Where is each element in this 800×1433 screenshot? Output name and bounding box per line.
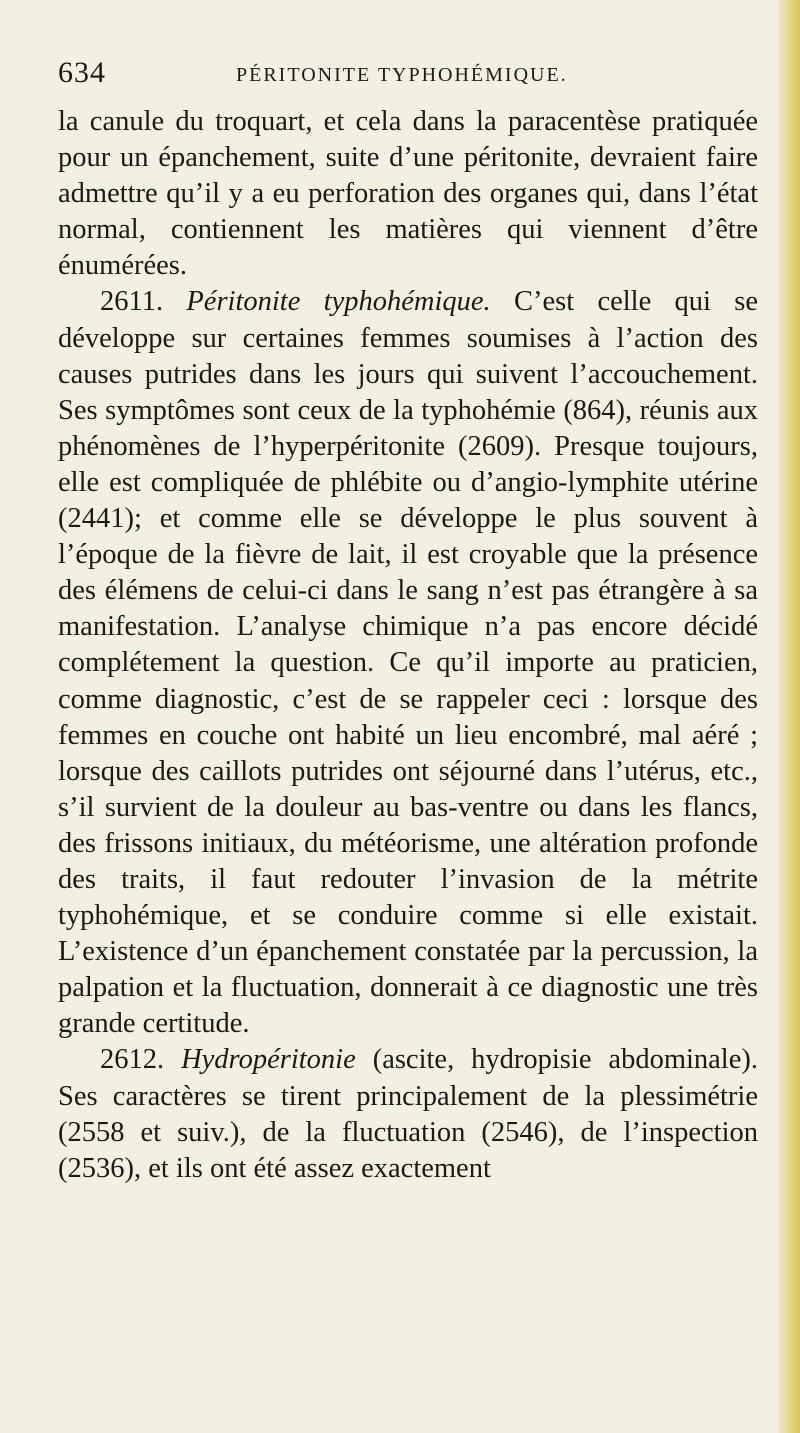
section-number: 2611. (100, 286, 164, 318)
paragraph-text: (ascite, hydropisie abdominale). Ses caractères se tirent principalement de la plessimétrie (2558 et suiv.), de la fluctuation (2546), de l’inspection (2536), et ils ont été assez exactement (58, 1044, 758, 1184)
running-title: PÉRITONITE TYPHOHÉMIQUE. (236, 64, 568, 86)
page-number: 634 (58, 56, 106, 89)
section-heading: Péritonite typhohémique. (186, 286, 491, 318)
paragraph-2612 (58, 1042, 758, 1186)
page-body (58, 104, 758, 1187)
paragraph-text: C’est celle qui se développe sur certaines femmes soumises à l’action des causes putrides dans les jours qui suivent l’accouchement. Ses symptômes sont ceux de la typhohémie (864), réunis aux phénomènes de l’hyperpéritonite (2609). Presque toujours, elle est compliquée de phlébite ou d’angio-lymphite utérine (2441); et comme elle se développe le plus souvent à l’époque de la fièvre de lait, il est croyable que la présence des élémens de celui-ci dans le sang n’est pas étrangère à sa manifestation. L’analyse chimique n’a pas encore décidé complétement la question. Ce qu’il importe au praticien, comme diagnostic, c’est de se rappeler ceci : lorsque des femmes en couche ont habité un lieu encombré, mal aéré ; lorsque des caillots putrides ont séjourné dans l’utérus, etc., s’il survient de la douleur au bas-ventre ou dans les flancs, des frissons initiaux, du météorisme, une altération profonde des traits, il faut redouter l’invasion de la métrite typhohémique, et se conduire comme si elle existait. L’existence d’un épanchement constatée par la percussion, la palpation et la fluctuation, donnerait à ce diagnostic une très grande certitude. (58, 286, 759, 1040)
page-edge (778, 0, 800, 1433)
section-number: 2612. (100, 1044, 165, 1076)
page-header (58, 56, 758, 96)
paragraph-2611 (58, 284, 758, 1042)
section-heading: Hydropéritonie (181, 1044, 356, 1076)
paragraph-continuation (58, 104, 758, 284)
paragraph-text: la canule du troquart, et cela dans la paracentèse pratiquée pour un épanchement, suite d’une péritonite, devraient faire admettre qu’il y a eu perforation des organes qui, dans l’état normal, contiennent les matières qui viennent d’être énumérées. (58, 106, 758, 282)
